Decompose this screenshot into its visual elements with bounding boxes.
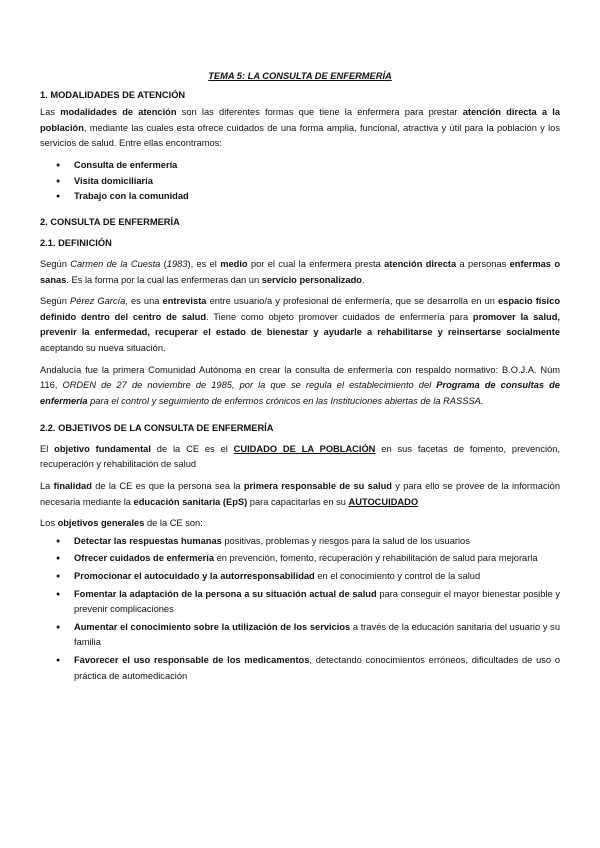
document-title: TEMA 5: LA CONSULTA DE ENFERMERÍA (208, 71, 392, 81)
list-item: ● Ofrecer cuidados de enfermería en prevención, fomento, recuperación y rehabilitación de salud para mejorarla (40, 551, 560, 567)
paragraph-objetivos-generales: Los objetivos generales de la CE son: (40, 518, 203, 529)
modalidades-list (40, 158, 560, 205)
list-item: ● Trabajo con la comunidad (40, 189, 560, 205)
list-item: ● Aumentar el conocimiento sobre la utilización de los servicios a través de la educación sanitaria del usuario y su familia (40, 620, 560, 651)
subsection-heading-definicion: 2.1. DEFINICIÓN (40, 238, 112, 249)
list-item: ● Promocionar el autocuidado y la autorresponsabilidad en el conocimiento y control de la salud (40, 569, 560, 585)
list-item: ● Favorecer el uso responsable de los medicamentos, detectando conocimientos erróneos, dificultades de uso o práctica de automedicación (40, 653, 560, 684)
paragraph-finalidad: La finalidad de la CE es que la persona sea la primera responsable de su salud y para ello se provee de la información necesaria mediante la educación sanitaria (EpS) para capacitarlas en su AUTOCUIDADO (40, 481, 560, 507)
section-heading-modalidades: 1. MODALIDADES DE ATENCIÓN (40, 89, 186, 100)
paragraph-definicion-perez: Según Pérez García, es una entrevista entre usuario/a y profesional de enfermería, que se desarrolla en un espacio físico definido dentro del centro de salud. Tiene como objeto promover cuidados de enfermería para promover la salud, prevenir la enfermedad, recuperar el estado de bienestar y ayudarle a rehabilitarse y reinsertarse socialmente aceptando su nueva situación. (40, 296, 561, 353)
list-item: ● Fomentar la adaptación de la persona a su situación actual de salud para conseguir el mayor bienestar posible y prevenir complicaciones (40, 587, 560, 618)
subsection-heading-objetivos: 2.2. OBJETIVOS DE LA CONSULTA DE ENFERMERÍA (40, 423, 274, 434)
section-heading-consulta: 2. CONSULTA DE ENFERMERÍA (40, 216, 180, 227)
objetivos-list (40, 534, 560, 684)
paragraph-objetivo-fundamental: El objetivo fundamental de la CE es el CUIDADO DE LA POBLACIÓN en sus facetas de fomento, prevención, recuperación y rehabilitación de salud (40, 443, 560, 470)
paragraph-definicion-cuesta: Según Carmen de la Cuesta (1983), es el medio por el cual la enfermera presta atención directa a personas enfermas o sanas. Es la forma por la cual las enfermeras dan un servicio personalizado. (40, 258, 560, 285)
list-item: ● Visita domiciliaria (40, 174, 560, 190)
list-item: ● Consulta de enfermería (40, 158, 560, 174)
list-item: ● Detectar las respuestas humanas positivas, problemas y riesgos para la salud de los usuarios (40, 534, 560, 550)
paragraph-modalidades: Las modalidades de atención son las diferentes formas que tiene la enfermera para prestar atención directa a la población, mediante las cuales esta ofrece cuidados de una forma amplia, funcional, atractiva y útil para la población y los servicios de salud. Entre ellas encontramos: (40, 107, 561, 149)
paragraph-andalucia: Andalucía fue la primera Comunidad Autónoma en crear la consulta de enfermería con respaldo normativo: B.O.J.A. Núm 116, ORDEN de 27 de noviembre de 1985, por la que se regula el establecimiento del Programa de consultas de enfermería para el control y seguimiento de enfermos crónicos en las Instituciones abiertas de la RASSSA. (40, 364, 560, 406)
